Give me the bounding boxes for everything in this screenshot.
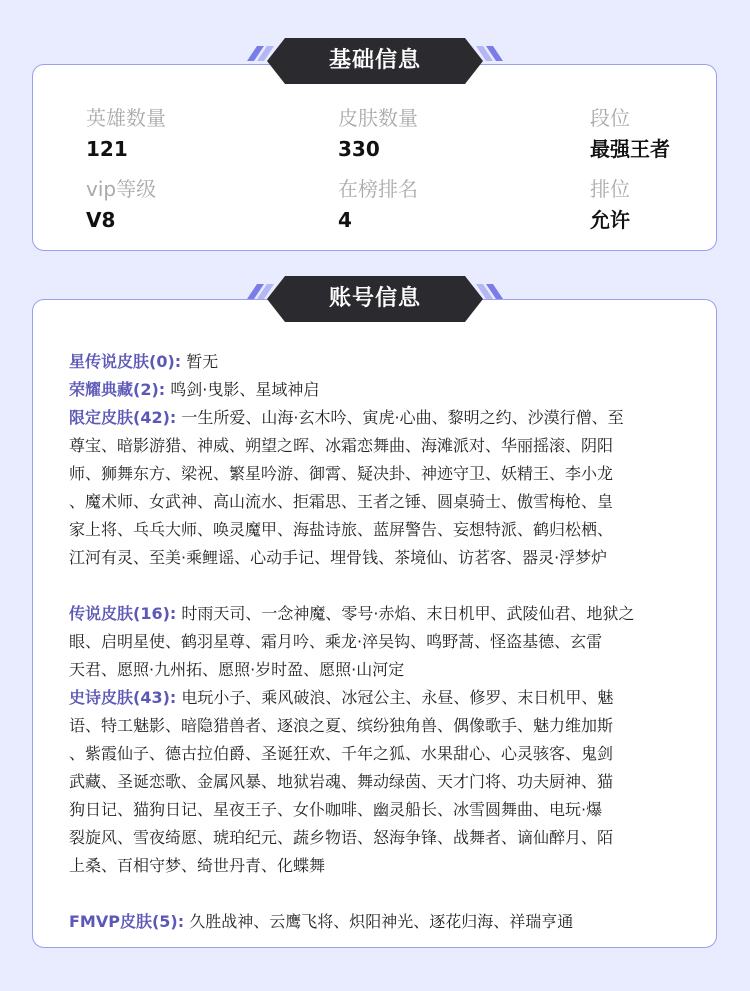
skin-list-text: 一生所爱、山海·玄木吟、寅虎·心曲、黎明之约、沙漠行僧、至 xyxy=(181,408,624,427)
skin-list-text: 鸣剑·曳影、星域神启 xyxy=(170,380,320,399)
account-line xyxy=(69,684,697,712)
stat-value: 允许 xyxy=(590,208,630,232)
account-line xyxy=(69,824,697,852)
stat-value: 4 xyxy=(338,208,352,232)
stat-value: 330 xyxy=(338,137,380,161)
account-line xyxy=(69,404,697,432)
skin-list-text: 裂旋风、雪夜绮愿、琥珀纪元、蔬乡物语、怒海争锋、战舞者、谪仙醉月、陌 xyxy=(69,828,614,847)
skin-list-text: 师、狮舞东方、梁祝、繁星吟游、御霄、疑决卦、神迹守卫、妖精王、李小龙 xyxy=(69,464,614,483)
stat-vip-level xyxy=(86,176,156,233)
account-line xyxy=(69,600,697,628)
stat-value: V8 xyxy=(86,208,116,232)
skin-list-text: 眼、启明星使、鹤羽星尊、霜月吟、乘龙·淬吴钩、鸣野蒿、怪盗基德、玄雷 xyxy=(69,632,603,651)
stat-label: 排位 xyxy=(590,177,630,201)
skin-category-label: 史诗皮肤(43): xyxy=(69,688,177,707)
skin-list-text: 语、特工魅影、暗隐猎兽者、逐浪之夏、缤纷独角兽、偶像歌手、魅力维加斯 xyxy=(69,716,614,735)
skin-list-text: 久胜战神、云鹰飞将、炽阳神光、逐花归海、祥瑞亨通 xyxy=(189,912,574,931)
stat-ranked-status xyxy=(590,176,630,233)
account-info-card xyxy=(32,299,717,948)
skin-list-text: 武藏、圣诞恋歌、金属风暴、地狱岩魂、舞动绿茵、天才门将、功夫厨神、猫 xyxy=(69,772,614,791)
account-line xyxy=(69,432,697,460)
account-line xyxy=(69,908,697,936)
section-spacer xyxy=(69,880,697,908)
account-line xyxy=(69,656,697,684)
account-info-banner xyxy=(245,276,505,322)
skin-category-label: 传说皮肤(16): xyxy=(69,604,177,623)
account-line xyxy=(69,712,697,740)
account-line xyxy=(69,516,697,544)
account-skin-list xyxy=(69,348,697,936)
skin-list-text: 、紫霞仙子、德古拉伯爵、圣诞狂欢、千年之狐、水果甜心、心灵骇客、鬼剑 xyxy=(69,744,614,763)
account-line xyxy=(69,348,697,376)
section-spacer xyxy=(69,572,697,600)
skin-list-text: 天君、愿照·九州拓、愿照·岁时盈、愿照·山河定 xyxy=(69,660,405,679)
account-line xyxy=(69,768,697,796)
stat-label: 英雄数量 xyxy=(86,106,166,130)
stat-skin-count xyxy=(338,105,418,162)
stat-label: 在榜排名 xyxy=(338,177,418,201)
basic-info-card xyxy=(32,64,717,251)
skin-list-text: 狗日记、猫狗日记、星夜王子、女仆咖啡、幽灵船长、冰雪圆舞曲、电玩·爆 xyxy=(69,800,603,819)
account-line xyxy=(69,544,697,572)
stat-label: 皮肤数量 xyxy=(338,106,418,130)
skin-category-label: 限定皮肤(42): xyxy=(69,408,177,427)
skin-list-text: 电玩小子、乘风破浪、冰冠公主、永昼、修罗、末日机甲、魅 xyxy=(181,688,614,707)
skin-category-label: 荣耀典藏(2): xyxy=(69,380,166,399)
stat-value: 121 xyxy=(86,137,128,161)
basic-info-banner xyxy=(245,38,505,84)
account-line xyxy=(69,460,697,488)
stat-label: 段位 xyxy=(590,106,630,130)
account-line xyxy=(69,376,697,404)
stat-rank-tier xyxy=(590,105,670,162)
skin-list-text: 江河有灵、至美·乘鲤谣、心动手记、埋骨钱、茶境仙、访茗客、器灵·浮梦炉 xyxy=(69,548,608,567)
stat-label: vip等级 xyxy=(86,177,157,201)
skin-list-text: 家上将、乓乓大师、唤灵魔甲、海盐诗旅、蓝屏警告、妄想特派、鹤归松栖、 xyxy=(69,520,614,539)
skin-list-text: 时雨天司、一念神魔、零号·赤焰、末日机甲、武陵仙君、地狱之 xyxy=(181,604,635,623)
account-line xyxy=(69,796,697,824)
stat-value: 最强王者 xyxy=(590,137,670,161)
banner-title: 基础信息 xyxy=(328,48,421,73)
account-line xyxy=(69,852,697,880)
account-line xyxy=(69,488,697,516)
skin-category-label: FMVP皮肤(5): xyxy=(69,912,185,931)
account-line xyxy=(69,740,697,768)
banner-title: 账号信息 xyxy=(328,286,421,311)
account-line xyxy=(69,628,697,656)
skin-list-text: 尊宝、暗影游猎、神威、朔望之晖、冰霜恋舞曲、海滩派对、华丽摇滚、阴阳 xyxy=(69,436,614,455)
skin-list-text: 上桑、百相守梦、绮世丹青、化蝶舞 xyxy=(69,856,326,875)
stat-hero-count xyxy=(86,105,166,162)
skin-category-label: 星传说皮肤(0): xyxy=(69,352,182,371)
stat-leaderboard-rank xyxy=(338,176,418,233)
skin-list-text: 、魔术师、女武神、高山流水、拒霜思、王者之锤、圆桌骑士、傲雪梅枪、皇 xyxy=(69,492,614,511)
skin-list-text: 暂无 xyxy=(186,352,219,371)
